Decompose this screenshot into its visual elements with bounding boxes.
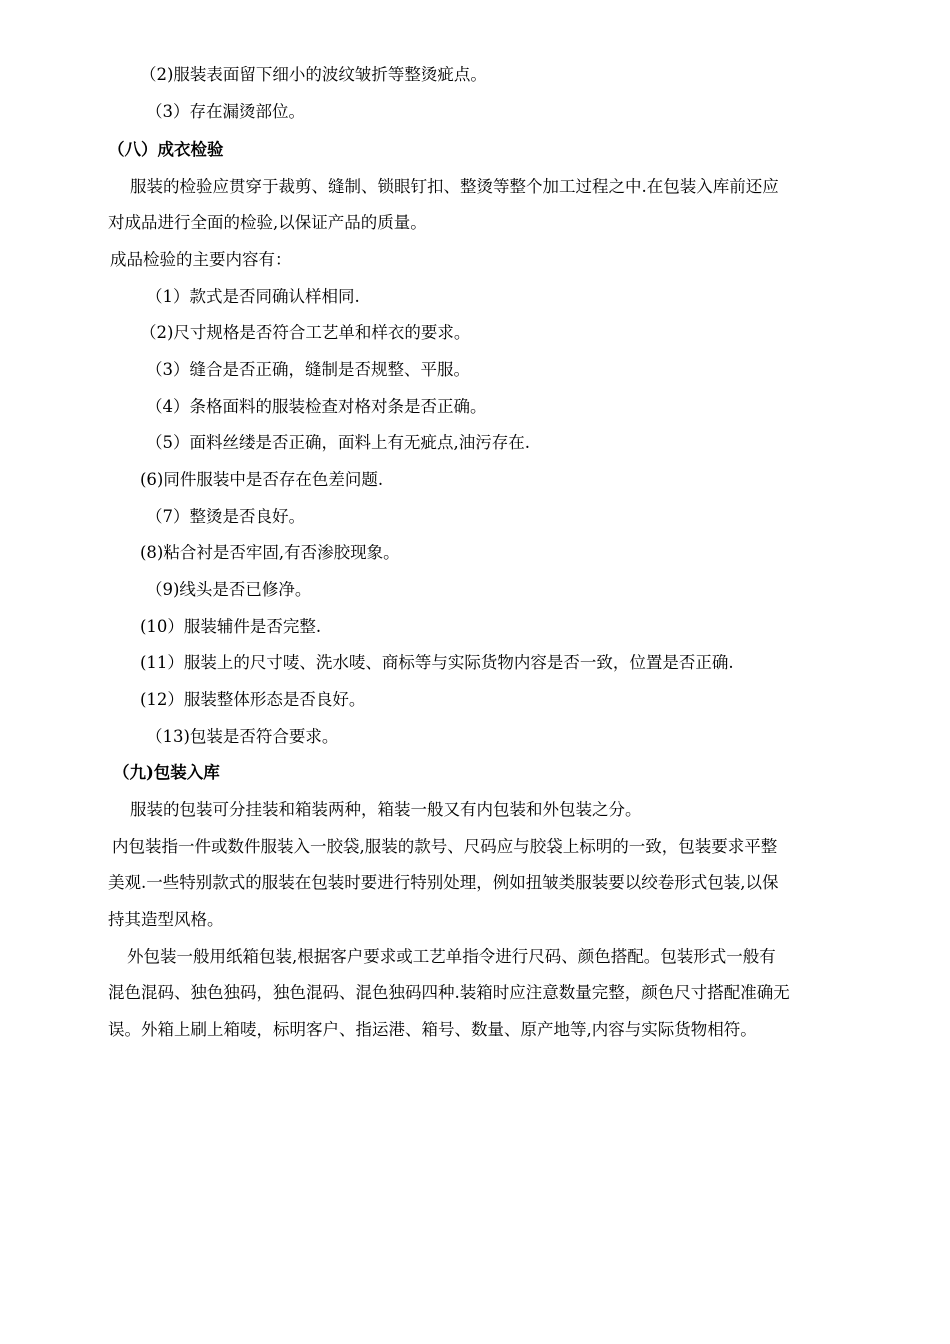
inspection-item-4: （4）条格面料的服装检查对格对条是否正确。 (146, 397, 487, 416)
inspection-item-5: （5）面料丝缕是否正确，面料上有无疵点,油污存在. (146, 433, 530, 452)
ironing-defect-item-2: （2)服装表面留下细小的波纹皱折等整烫疵点。 (140, 65, 487, 84)
section-heading-garment-inspection: （八）成衣检验 (108, 140, 224, 159)
outer-packing-line-3: 误。外箱上刷上箱唛，标明客户、指运港、箱号、数量、原产地等,内容与实际货物相符。 (108, 1020, 757, 1039)
inner-packing-line-2: 美观.一些特别款式的服装在包装时要进行特别处理，例如扭皱类服装要以绞卷形式包装,以保 (108, 873, 779, 892)
inspection-paragraph-line-1: 服装的检验应贯穿于裁剪、缝制、锁眼钉扣、整烫等整个加工过程之中.在包装入库前还应 (130, 177, 779, 196)
inspection-item-6: (6)同件服装中是否存在色差问题. (140, 470, 384, 489)
inspection-item-9: （9)线头是否已修净。 (146, 580, 312, 599)
inspection-item-1: （1）款式是否同确认样相同. (146, 287, 360, 306)
inspection-item-10: (10）服装辅件是否完整. (140, 617, 322, 636)
inner-packing-line-3: 持其造型风格。 (108, 910, 224, 929)
inspection-item-11: (11）服装上的尺寸唛、洗水唛、商标等与实际货物内容是否一致，位置是否正确. (140, 653, 734, 672)
inspection-item-12: (12）服装整体形态是否良好。 (140, 690, 366, 709)
outer-packing-line-2: 混色混码、独色独码，独色混码、混色独码四种.装箱时应注意数量完整，颜色尺寸搭配准确无 (108, 983, 790, 1002)
outer-packing-line-1: 外包装一般用纸箱包装,根据客户要求或工艺单指令进行尺码、颜色搭配。包装形式一般有 (127, 947, 776, 966)
inspection-item-13: （13)包装是否符合要求。 (146, 727, 339, 746)
inspection-item-3: （3）缝合是否正确，缝制是否规整、平服。 (146, 360, 470, 379)
inspection-item-2: （2)尺寸规格是否符合工艺单和样衣的要求。 (140, 323, 471, 342)
section-heading-packing-storage: （九)包装入库 (113, 763, 220, 782)
ironing-defect-item-3: （3）存在漏烫部位。 (146, 102, 305, 121)
inspection-paragraph-line-2: 对成品进行全面的检验,以保证产品的质量。 (108, 213, 427, 232)
inspection-item-8: (8)粘合衬是否牢固,有否渗胶现象。 (140, 543, 400, 562)
inner-packing-line-1: 内包装指一件或数件服装入一胶袋,服装的款号、尺码应与胶袋上标明的一致，包装要求平整 (112, 837, 778, 856)
inspection-contents-intro: 成品检验的主要内容有： (110, 250, 292, 269)
inspection-item-7: （7）整烫是否良好。 (146, 507, 305, 526)
packing-paragraph-1: 服装的包装可分挂装和箱装两种，箱装一般又有内包装和外包装之分。 (130, 800, 642, 819)
